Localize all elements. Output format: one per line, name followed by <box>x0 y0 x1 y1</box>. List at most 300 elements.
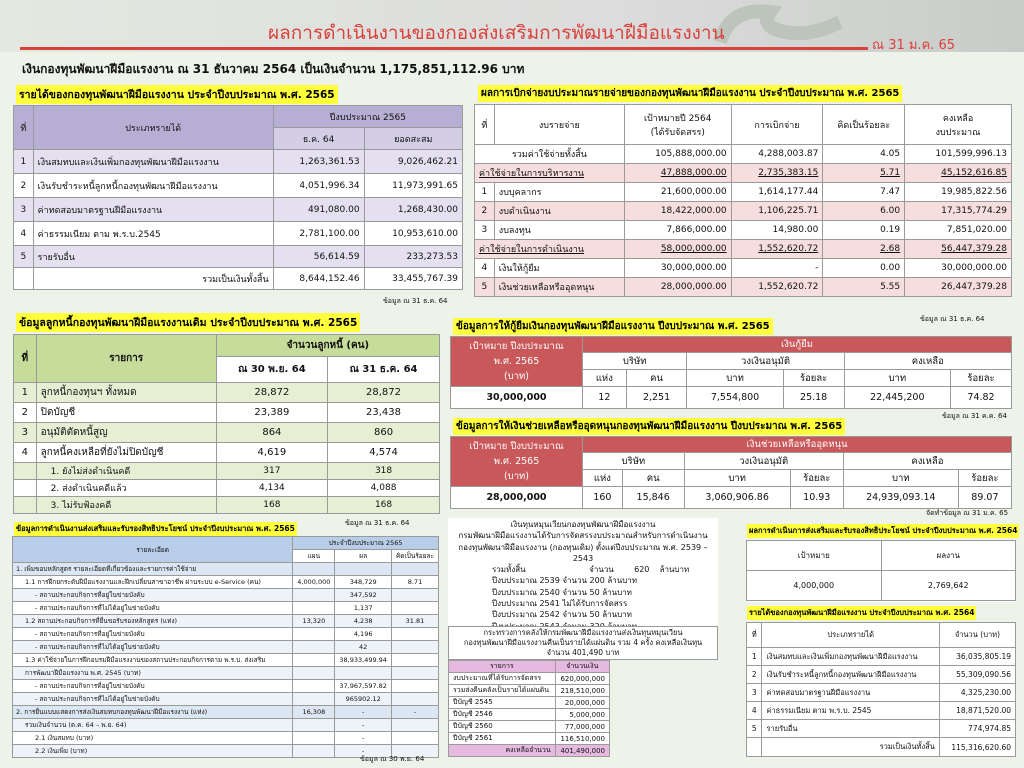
cell: ค่าใช้จ่ายในการบริหารงาน <box>475 164 625 183</box>
cell <box>293 732 335 745</box>
col-pct: คิดเป็นร้อยละ <box>391 550 438 563</box>
table-row <box>13 576 439 589</box>
cell: 22,445,200 <box>844 387 950 409</box>
cell: 7,851,020.00 <box>905 221 1012 240</box>
cell: อนุมัติตัดหนี้สูญ <box>36 423 216 443</box>
cell: ปีบัญชี 2546 <box>449 709 556 721</box>
cell: 1,552,620.72 <box>731 278 823 297</box>
col-a: ณ 30 พ.ย. 64 <box>216 357 327 383</box>
cell: 3,060,906.86 <box>684 487 790 509</box>
cell: 58,000,000.00 <box>624 240 731 259</box>
cell: 1,263,361.53 <box>273 150 364 174</box>
col-budget: ประจำปีงบประมาณ 2565 <box>293 537 439 550</box>
cell: ปีบัญชี 2545 <box>449 697 556 709</box>
cell: 23,389 <box>216 403 327 423</box>
cell: 1,268,430.00 <box>364 198 462 222</box>
cell: 5.55 <box>823 278 905 297</box>
cell: 36,035,805.19 <box>939 648 1015 666</box>
promo-source: ข้อมูล ณ 31 ธ.ค. 64 <box>345 519 410 527</box>
cell: 18,871,520.00 <box>939 702 1015 720</box>
cell: 11,973,991.65 <box>364 174 462 198</box>
total-label: รวมเป็นเงินทั้งสิ้น <box>33 268 273 290</box>
cell: รวมเงินจำนวน (ต.ค. 64 – พ.ย. 64) <box>13 719 293 732</box>
line: ปีงบประมาณ 2541 ไม่ได้รับการจัดสรร <box>492 599 628 609</box>
table-row <box>13 706 439 719</box>
table-row <box>13 641 439 654</box>
cell: 16,308 <box>293 706 335 719</box>
cell: 30,000,000.00 <box>624 259 731 278</box>
col-no: ที่ <box>14 106 34 150</box>
cell: 47,888,000.00 <box>624 164 731 183</box>
cell: 30,000,000 <box>451 387 583 409</box>
table-row <box>13 693 439 706</box>
cell: 2,251 <box>626 387 687 409</box>
line: ปีงบประมาณ 2542 จำนวน 50 ล้านบาท <box>492 610 632 620</box>
cell: 13,320 <box>293 615 335 628</box>
cell: 401,490,000 <box>555 745 609 757</box>
cell <box>293 563 335 576</box>
total-dec: 8,644,152.46 <box>273 268 364 290</box>
cell <box>293 693 335 706</box>
cell: เงินให้กู้ยืม <box>494 259 624 278</box>
cell: - สถานประกอบกิจการที่ไม่ได้อยู่ในข่ายบังคับ <box>13 641 293 654</box>
cell: 77,000,000 <box>555 721 609 733</box>
cell <box>293 602 335 615</box>
cell: 7.47 <box>823 183 905 202</box>
col-appr: วงเงินอนุมัติ <box>684 453 843 470</box>
cell: 30,000,000.00 <box>905 259 1012 278</box>
cell: รวมส่งคืนคลังเป็นรายได้แผ่นดิน <box>449 685 556 697</box>
cell: 347,592 <box>335 589 392 602</box>
cell <box>335 667 392 680</box>
cell: 4,574 <box>328 443 440 463</box>
table-row <box>13 654 439 667</box>
cell <box>391 667 438 680</box>
cell: 4,619 <box>216 443 327 463</box>
col-baht: บาท <box>684 470 790 487</box>
cell: ปีบัญชี 2561 <box>449 733 556 745</box>
cell: 3. ไม่รับฟ้องคดี <box>36 497 216 514</box>
cell: งบดำเนินงาน <box>494 202 624 221</box>
cell: เงินสมทบและเงินเพิ่มกองทุนพัฒนาฝีมือแรงงาน <box>762 648 939 666</box>
col-pct: ร้อยละ <box>790 470 843 487</box>
cell: 3 <box>747 684 762 702</box>
line: รวมทั้งสิ้น จำนวน 620 ล้านบาท <box>492 565 690 575</box>
debtors-table <box>13 334 440 514</box>
cell: 45,152,616.85 <box>905 164 1012 183</box>
cell <box>391 680 438 693</box>
cell: 3 <box>14 198 34 222</box>
cell: 1 <box>14 150 34 174</box>
total-label: รวมค่าใช้จ่ายทั้งสิ้น <box>475 145 625 164</box>
cell <box>293 667 335 680</box>
col-ppl: คน <box>626 370 687 387</box>
cell: ค่าธรรมเนียม ตาม พ.ร.บ.2545 <box>33 222 273 246</box>
cell: 17,315,774.29 <box>905 202 1012 221</box>
cell: 2.1 เงินสมทบ (บาท) <box>13 732 293 745</box>
cell: 1.3 ค่าใช้จ่ายในการฝึกอบรมฝีมือแรงงานของสถานประกอบกิจการตาม พ.ร.บ. ส่งเสริม <box>13 654 293 667</box>
cell: 965902.12 <box>335 693 392 706</box>
revolving-box <box>448 626 718 660</box>
cell: ค่าใช้จ่ายในการดำเนินงาน <box>475 240 625 259</box>
cell: 4,325,230.00 <box>939 684 1015 702</box>
cell: - <box>335 719 392 732</box>
line: กองทุนพัฒนาฝีมือแรงงานคืนเป็นรายได้แผ่นดิน รวม 4 ครั้ง คงเหลือเงินทุน <box>463 638 703 647</box>
cell: 42 <box>335 641 392 654</box>
cell <box>391 654 438 667</box>
col-pct: ร้อยละ <box>783 370 844 387</box>
cell <box>293 680 335 693</box>
cell: ค่าทดสอบมาตรฐานฝีมือแรงงาน <box>762 684 939 702</box>
cell: เงินรับชำระหนี้ลูกหนี้กองทุนพัฒนาฝีมือแรงงาน <box>762 666 939 684</box>
cell: 2. การยื่นแบบแสดงการส่งเงินสมทบกองทุนพัฒนาฝีมือแรงงาน (แห่ง) <box>13 706 293 719</box>
cell: 4,000,000 <box>293 576 335 589</box>
cell: ลูกหนี้คงเหลือที่ยังไม่ปิดบัญชี <box>36 443 216 463</box>
col-budget: ปีงบประมาณ 2565 <box>273 106 462 128</box>
col-count: จำนวนลูกหนี้ (คน) <box>216 335 439 357</box>
line: กรมพัฒนาฝีมือแรงงานได้รับการจัดสรรงบประมาณสำหรับการดำเนินงาน <box>458 531 708 541</box>
fund-balance-text: เงินกองทุนพัฒนาฝีมือแรงงาน ณ 31 ธันวาคม 2564 เป็นเงินจำนวน 1,175,851,112.96 บาท <box>22 62 525 76</box>
cell: 860 <box>328 423 440 443</box>
cell <box>293 745 335 758</box>
col-no: ที่ <box>14 335 37 383</box>
cell: ค่าธรรมเนียม ตาม พ.ร.บ. 2545 <box>762 702 939 720</box>
cell: 89.07 <box>958 487 1011 509</box>
cell: - สถานประกอบกิจการที่อยู่ในข่ายบังคับ <box>13 628 293 641</box>
cell: 56,447,379.28 <box>905 240 1012 259</box>
cell: 620,000,000 <box>555 673 609 685</box>
table-row <box>13 732 439 745</box>
table-row <box>13 563 439 576</box>
col-amount: จำนวนเงิน <box>555 661 609 673</box>
col-baht: บาท <box>687 370 783 387</box>
col-b: ณ 31 ธ.ค. 64 <box>328 357 440 383</box>
cell: 7,554,800 <box>687 387 783 409</box>
revolving-text <box>448 518 718 633</box>
promo-title: ข้อมูลการดำเนินงานส่งเสริมและรับรองสิทธิประโยชน์ ประจำปีงบประมาณ พ.ศ. 2565 <box>14 522 297 536</box>
subsidy-source: จัดทำข้อมูล ณ 31 ม.ค. 65 <box>926 509 1009 517</box>
expense-source: ข้อมูล ณ 31 ธ.ค. 64 <box>920 315 985 323</box>
cell: คงเหลือจำนวน <box>449 745 556 757</box>
cell: 2.68 <box>823 240 905 259</box>
table-row <box>13 602 439 615</box>
promo-source2: ข้อมูล ณ 30 พ.ย. 64 <box>360 755 425 763</box>
cell: - <box>335 745 392 758</box>
cell: 160 <box>583 487 623 509</box>
cell <box>293 654 335 667</box>
cell: 37,967,597.82 <box>335 680 392 693</box>
result-2564-title: ผลการดำเนินการส่งเสริมและรับรองสิทธิประโยชน์ ประจำปีงบประมาณ พ.ศ. 2564 <box>747 524 1019 538</box>
cell: ปีบัญชี 2560 <box>449 721 556 733</box>
cell: - <box>335 706 392 719</box>
promo-table <box>12 536 439 758</box>
cell: 774,974.85 <box>939 720 1015 738</box>
cell: 7,866,000.00 <box>624 221 731 240</box>
cell: 55,309,090.56 <box>939 666 1015 684</box>
cell: 2,781,100.00 <box>273 222 364 246</box>
expense-title: ผลการเบิกจ่ายงบประมาณรายจ่ายของกองทุนพัฒนาฝีมือแรงงาน ประจำปีงบประมาณ พ.ศ. 2565 <box>478 85 902 102</box>
cell: 1 <box>475 183 495 202</box>
col-pct: ร้อยละ <box>951 370 1012 387</box>
cell: 4 <box>475 259 495 278</box>
cell: 5.71 <box>823 164 905 183</box>
cell: งบลงทุน <box>494 221 624 240</box>
report-date: ณ 31 ม.ค. 65 <box>872 38 956 53</box>
cell: 491,080.00 <box>273 198 364 222</box>
cell: รายรับอื่น <box>33 246 273 268</box>
cell: 6.00 <box>823 202 905 221</box>
cell <box>335 563 392 576</box>
cell: 2.2 เงินเพิ่ม (บาท) <box>13 745 293 758</box>
cell: 4,134 <box>216 480 327 497</box>
cell <box>293 589 335 602</box>
cell: 348,729 <box>335 576 392 589</box>
col-co: บริษัท <box>583 453 685 470</box>
line: ปีงบประมาณ 2539 จำนวน 200 ล้านบาท <box>492 576 638 586</box>
cell: 1 <box>14 383 37 403</box>
cell <box>391 602 438 615</box>
cell <box>391 641 438 654</box>
cell: 4,288,003.87 <box>731 145 823 164</box>
page-title: ผลการดำเนินงานของกองส่งเสริมการพัฒนาฝีมือแรงงาน <box>268 22 725 44</box>
income-2565-title: รายได้ของกองทุนพัฒนาฝีมือแรงงาน ประจำปีงบประมาณ พ.ศ. 2565 <box>16 85 338 104</box>
col-appr: วงเงินอนุมัติ <box>687 353 844 370</box>
cell: เงินช่วยเหลือหรืออุดหนุน <box>494 278 624 297</box>
cell: - <box>335 732 392 745</box>
cell: 864 <box>216 423 327 443</box>
col-detail: รายละเอียด <box>13 537 293 563</box>
col-main: เงินช่วยเหลือหรืออุดหนุน <box>583 437 1012 453</box>
cell: 4,051,996.34 <box>273 174 364 198</box>
cell: 4,196 <box>335 628 392 641</box>
cell: - <box>731 259 823 278</box>
cell: 12 <box>583 387 627 409</box>
cell <box>293 719 335 732</box>
income-2564-table <box>746 622 1016 757</box>
cell: งบบุคลากร <box>494 183 624 202</box>
cell: 1,614,177.44 <box>731 183 823 202</box>
line: จำนวน 401,490 บาท <box>546 648 620 657</box>
cell: 21,600,000.00 <box>624 183 731 202</box>
cell: - สถานประกอบกิจการที่อยู่ในข่ายบังคับ <box>13 589 293 602</box>
table-row <box>13 615 439 628</box>
income-2564-title: รายได้ของกองทุนพัฒนาฝีมือแรงงาน ประจำปีงบประมาณ พ.ศ. 2564 <box>747 606 976 620</box>
table-row <box>13 680 439 693</box>
cell: 1,137 <box>335 602 392 615</box>
col-target: เป้าหมายปี 2564 (ได้รับจัดสรร) <box>624 105 731 145</box>
cell: 4,238 <box>335 615 392 628</box>
cell: 4,000,000 <box>747 571 882 601</box>
cell: 5 <box>475 278 495 297</box>
cell: 20,000,000 <box>555 697 609 709</box>
col-type: งบรายจ่าย <box>494 105 624 145</box>
cell: 101,599,996.13 <box>905 145 1012 164</box>
cell: 2,769,642 <box>881 571 1016 601</box>
cell <box>391 732 438 745</box>
cell: - สถานประกอบกิจการที่อยู่ในข่ายบังคับ <box>13 680 293 693</box>
cell: 1 <box>747 648 762 666</box>
cell: 10,953,610.00 <box>364 222 462 246</box>
col-rem: คงเหลือ <box>843 453 1011 470</box>
cell: 318 <box>328 463 440 480</box>
cell: - สถานประกอบกิจการที่ไม่ได้อยู่ในข่ายบังคับ <box>13 693 293 706</box>
cell: งบประมาณที่ได้รับการจัดสรร <box>449 673 556 685</box>
cell: - <box>391 706 438 719</box>
cell: ลูกหนี้กองทุนฯ ทั้งหมด <box>36 383 216 403</box>
cell: 74.82 <box>951 387 1012 409</box>
cell <box>391 563 438 576</box>
cell <box>293 641 335 654</box>
cell: 28,000,000.00 <box>624 278 731 297</box>
cell: 3 <box>475 221 495 240</box>
col-no: ที่ <box>747 623 762 648</box>
cell: 5 <box>14 246 34 268</box>
cell: 2,735,383.15 <box>731 164 823 183</box>
expense-table <box>474 104 1012 297</box>
cell: 168 <box>328 497 440 514</box>
cell: เงินสมทบและเงินเพิ่มกองทุนพัฒนาฝีมือแรงงาน <box>33 150 273 174</box>
cell: 14,980.00 <box>731 221 823 240</box>
cell: 8.71 <box>391 576 438 589</box>
cell: 26,447,379.28 <box>905 278 1012 297</box>
line: เงินทุนหมุนเวียนกองทุนพัฒนาฝีมือแรงงาน <box>510 520 656 529</box>
cell: 31.81 <box>391 615 438 628</box>
cell: 4 <box>14 443 37 463</box>
cell: 116,510,000 <box>555 733 609 745</box>
subsidy-table <box>450 436 1012 509</box>
cell: รายรับอื่น <box>762 720 939 738</box>
col-item: รายการ <box>449 661 556 673</box>
line: ปีงบประมาณ 2540 จำนวน 50 ล้านบาท <box>492 587 632 597</box>
cell: 24,939,093.14 <box>843 487 958 509</box>
cell: 18,422,000.00 <box>624 202 731 221</box>
col-firm: แห่ง <box>583 470 623 487</box>
cell: 5 <box>747 720 762 738</box>
col-target: เป้าหมาย ปีงบประมาณ พ.ศ. 2565 (บาท) <box>451 337 583 387</box>
cell: เงินรับชำระหนี้ลูกหนี้กองทุนพัฒนาฝีมือแรงงาน <box>33 174 273 198</box>
cell <box>293 628 335 641</box>
total-label: รวมเป็นเงินทั้งสิ้น <box>762 738 939 757</box>
cell: 5,000,000 <box>555 709 609 721</box>
revolving-table <box>448 660 610 757</box>
cell: 233,273.53 <box>364 246 462 268</box>
cell: การพัฒนาฝีมือแรงงาน พ.ศ. 2545 (บาท) <box>13 667 293 680</box>
loan-title: ข้อมูลการให้กู้ยืมเงินกองทุนพัฒนาฝีมือแรงงาน ปีงบประมาณ พ.ศ. 2565 <box>453 318 773 335</box>
loan-source: ข้อมูล ณ 31 ค.ค. 64 <box>942 412 1007 420</box>
col-main: เงินกู้ยืม <box>583 337 1012 353</box>
total-cum: 33,455,767.39 <box>364 268 462 290</box>
cell: 1,106,225.71 <box>731 202 823 221</box>
cell: 28,872 <box>216 383 327 403</box>
col-type: ประเภทรายได้ <box>33 106 273 150</box>
cell: 2 <box>14 403 37 423</box>
cell: 38,933,499.94 <box>335 654 392 667</box>
col-pct: ร้อยละ <box>958 470 1011 487</box>
col-result: ผลงาน <box>881 541 1016 571</box>
result-2564-table <box>746 540 1016 602</box>
col-rem: คงเหลือ <box>844 353 1011 370</box>
income-2565-table <box>13 105 463 290</box>
cell: 1. เพิ่มขอบหลักสูตร รายละเอียดที่เกี่ยวข้องและรายการค่าใช้จ่าย <box>13 563 293 576</box>
col-plan: แผน <box>293 550 335 563</box>
income-source: ข้อมูล ณ 31 ธ.ค. 64 <box>383 297 448 305</box>
col-target: เป้าหมาย <box>747 541 882 571</box>
col-no: ที่ <box>475 105 495 145</box>
cell: 10.93 <box>790 487 843 509</box>
col-co: บริษัท <box>583 353 687 370</box>
cell: 19,985,822.56 <box>905 183 1012 202</box>
cell: 1. ยังไม่ส่งดำเนินคดี <box>36 463 216 480</box>
col-dec: ธ.ค. 64 <box>273 128 364 150</box>
cell: 168 <box>216 497 327 514</box>
col-paid: การเบิกจ่าย <box>731 105 823 145</box>
table-row <box>13 719 439 732</box>
cell: 9,026,462.21 <box>364 150 462 174</box>
cell: 2 <box>14 174 34 198</box>
col-baht: บาท <box>843 470 958 487</box>
cell: 2 <box>747 666 762 684</box>
cell <box>391 719 438 732</box>
col-rem: คงเหลือ งบประมาณ <box>905 105 1012 145</box>
cell: 28,872 <box>328 383 440 403</box>
total-value: 115,316,620.60 <box>939 738 1015 757</box>
table-row <box>13 589 439 602</box>
table-row <box>13 628 439 641</box>
cell: 105,888,000.00 <box>624 145 731 164</box>
col-pct: คิดเป็นร้อยละ <box>823 105 905 145</box>
cell: 4 <box>747 702 762 720</box>
col-firm: แห่ง <box>583 370 627 387</box>
cell: 4.05 <box>823 145 905 164</box>
line: กองทุนพัฒนาฝีมือแรงงาน (กองทุนเดิม) ตั้งแต่ปีงบประมาณ พ.ศ. 2539 – 2543 <box>458 542 708 563</box>
cell <box>391 693 438 706</box>
cell: 0.19 <box>823 221 905 240</box>
cell: ค่าทดสอบมาตรฐานฝีมือแรงงาน <box>33 198 273 222</box>
col-amount: จำนวน (บาท) <box>939 623 1015 648</box>
cell: 1.2 สถานประกอบกิจการที่ยื่นขอรับรองหลักสูตร (แห่ง) <box>13 615 293 628</box>
col-ppl: คน <box>622 470 684 487</box>
cell: 25.18 <box>783 387 844 409</box>
cell <box>391 589 438 602</box>
col-baht: บาท <box>844 370 950 387</box>
cell: 1.1 การฝึกยกระดับฝีมือแรงงานและฝึกเปลี่ยนสาขาอาชีพ ผ่านระบบ e-Service (คน) <box>13 576 293 589</box>
cell: 4 <box>14 222 34 246</box>
col-target: เป้าหมาย ปีงบประมาณ พ.ศ. 2565 (บาท) <box>451 437 583 487</box>
line: กระทรวงการคลังให้กรมพัฒนาฝีมือแรงงานส่งเงินทุนหมุนเวียน <box>483 628 683 637</box>
table-row <box>13 667 439 680</box>
cell: 28,000,000 <box>451 487 583 509</box>
cell: 0.00 <box>823 259 905 278</box>
cell: ปิดบัญชี <box>36 403 216 423</box>
cell: 2. ส่งดำเนินคดีแล้ว <box>36 480 216 497</box>
col-type: ประเภทรายได้ <box>762 623 939 648</box>
cell: 317 <box>216 463 327 480</box>
cell: 15,846 <box>622 487 684 509</box>
col-result: ผล <box>335 550 392 563</box>
col-cum: ยอดสะสม <box>364 128 462 150</box>
cell <box>391 628 438 641</box>
cell: 4,088 <box>328 480 440 497</box>
cell: 2 <box>475 202 495 221</box>
col-item: รายการ <box>36 335 216 383</box>
subsidy-title: ข้อมูลการให้เงินช่วยเหลือหรืออุดหนุนกองทุนพัฒนาฝีมือแรงงาน ปีงบประมาณ พ.ศ. 2565 <box>453 418 845 435</box>
cell: 218,510,000 <box>555 685 609 697</box>
cell: 1,552,620.72 <box>731 240 823 259</box>
cell: 23,438 <box>328 403 440 423</box>
cell: - สถานประกอบกิจการที่ไม่ได้อยู่ในข่ายบังคับ <box>13 602 293 615</box>
debtors-title: ข้อมูลลูกหนี้กองทุนพัฒนาฝีมือแรงงานเดิม ประจำปีงบประมาณ พ.ศ. 2565 <box>16 313 360 332</box>
cell: 56,614.59 <box>273 246 364 268</box>
